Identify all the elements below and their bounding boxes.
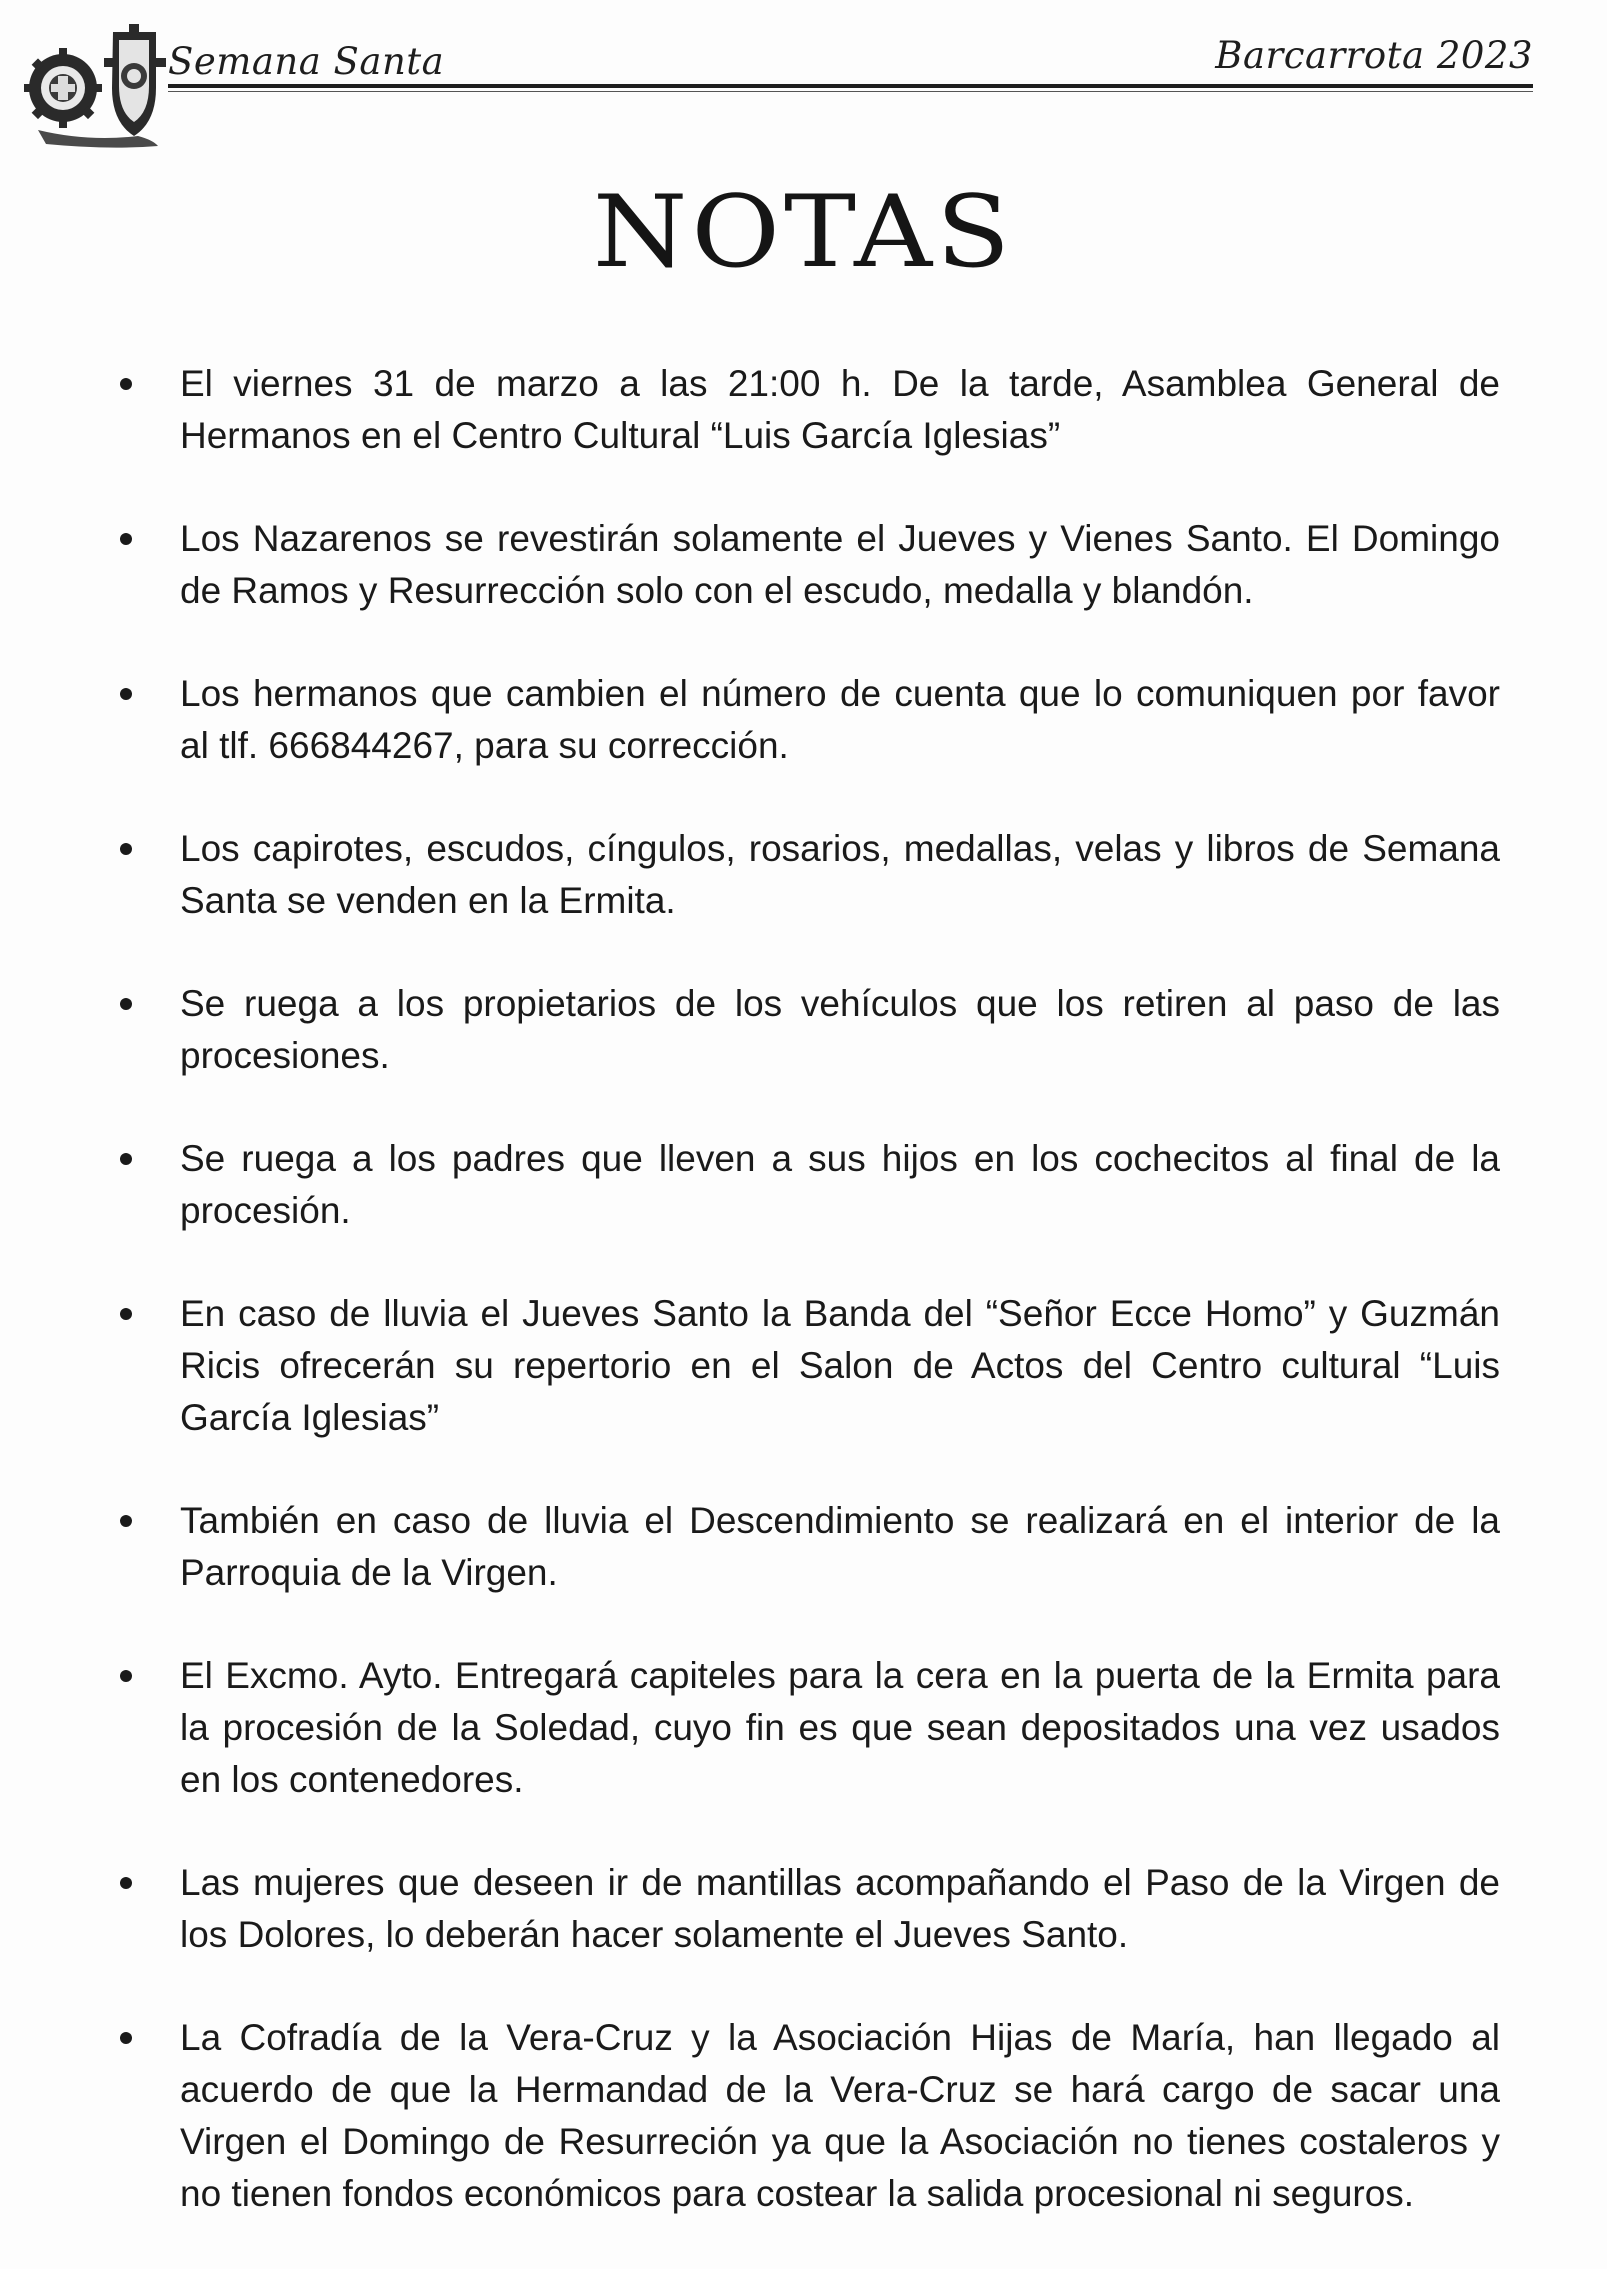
note-text: El Excmo. Ayto. Entregará capiteles para la cera en la puerta de la Ermita para la procesión de la Soledad, cuyo fin es que sean depositados una vez usados en los contenedores.: [180, 1655, 1500, 1800]
header-rule-secondary: [168, 91, 1533, 92]
bullet-icon: [120, 1308, 132, 1320]
note-text: Las mujeres que deseen ir de mantillas acompañando el Paso de la Virgen de los Dolores, lo deberán hacer solamente el Jueves Santo.: [180, 1862, 1500, 1955]
note-item: [120, 1133, 1500, 1237]
bullet-icon: [120, 378, 132, 390]
note-item: [120, 1495, 1500, 1599]
note-item: [120, 823, 1500, 927]
note-text: En caso de lluvia el Jueves Santo la Banda del “Señor Ecce Homo” y Guzmán Ricis ofrecerán su repertorio en el Salon de Actos del Centro cultural “Luis García Iglesias”: [180, 1293, 1500, 1438]
bullet-icon: [120, 688, 132, 700]
bullet-icon: [120, 533, 132, 545]
bullet-icon: [120, 1515, 132, 1527]
note-text: Se ruega a los padres que lleven a sus hijos en los cochecitos al final de la procesión.: [180, 1138, 1500, 1231]
header-rule: [168, 84, 1533, 88]
note-item: [120, 2012, 1500, 2220]
bullet-icon: [120, 1877, 132, 1889]
note-text: También en caso de lluvia el Descendimiento se realizará en el interior de la Parroquia de la Virgen.: [180, 1500, 1500, 1593]
note-text: Los Nazarenos se revestirán solamente el Jueves y Vienes Santo. El Domingo de Ramos y Resurrección solo con el escudo, medalla y blandón.: [180, 518, 1500, 611]
note-item: [120, 978, 1500, 1082]
bullet-icon: [120, 1670, 132, 1682]
note-item: [120, 1288, 1500, 1444]
note-item: [120, 1857, 1500, 1961]
note-text: Se ruega a los propietarios de los vehículos que los retiren al paso de las procesiones.: [180, 983, 1500, 1076]
note-item: [120, 358, 1500, 462]
note-text: Los capirotes, escudos, cíngulos, rosarios, medallas, velas y libros de Semana Santa se venden en la Ermita.: [180, 828, 1500, 921]
note-item: [120, 513, 1500, 617]
cofradia-emblem-logo: [18, 18, 168, 150]
note-text: La Cofradía de la Vera-Cruz y la Asociación Hijas de María, han llegado al acuerdo de que la Hermandad de la Vera-Cruz se hará cargo de sacar una Virgen el Domingo de Resurreción ya que la Asociación no tienes costaleros y no tienen fondos económicos para costear la salida procesional ni seguros.: [180, 2017, 1500, 2214]
header-left-text: Semana Santa: [168, 40, 445, 83]
bullet-icon: [120, 1153, 132, 1165]
notes-list: [120, 358, 1500, 2271]
bullet-icon: [120, 2032, 132, 2044]
note-text: Los hermanos que cambien el número de cuenta que lo comuniquen por favor al tlf. 666844267, para su corrección.: [180, 673, 1500, 766]
page-title: NOTAS: [592, 175, 1015, 290]
header-right-text: Barcarrota 2023: [1215, 34, 1533, 77]
bullet-icon: [120, 843, 132, 855]
note-item: [120, 1650, 1500, 1806]
note-item: [120, 668, 1500, 772]
note-text: El viernes 31 de marzo a las 21:00 h. De la tarde, Asamblea General de Hermanos en el Centro Cultural “Luis García Iglesias”: [180, 363, 1500, 456]
bullet-icon: [120, 998, 132, 1010]
